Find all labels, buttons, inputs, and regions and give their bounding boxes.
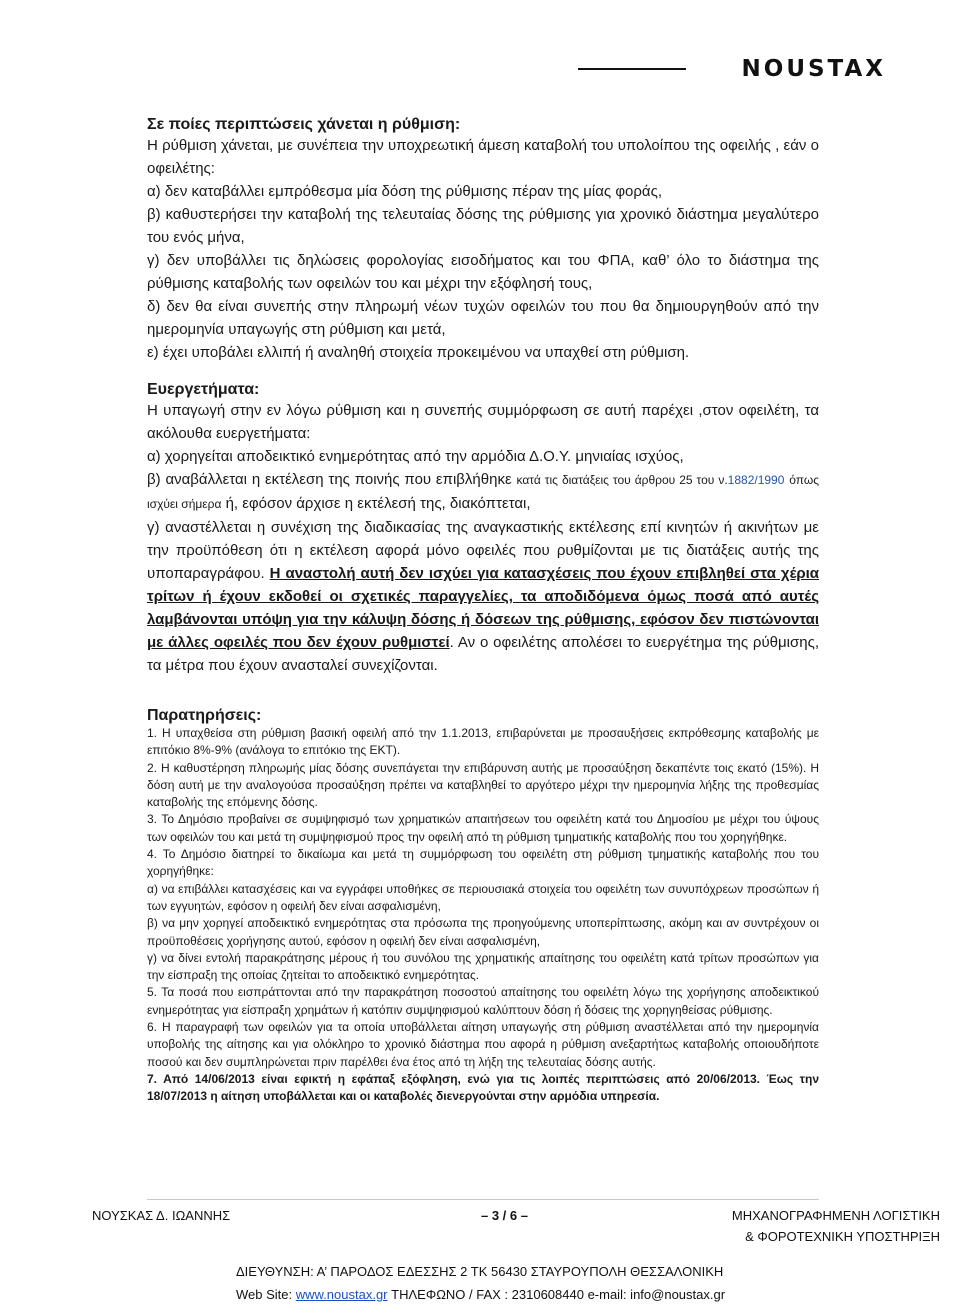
footer-address: ΔΙΕΥΘΥΝΣΗ: Α’ ΠΑΡΟΔΟΣ ΕΔΕΣΣΗΣ 2 ΤΚ 56430 ΣΤΑΥΡΟΥΠΟΛΗ ΘΕΣΣΑΛΟΝΙΚΗ — [236, 1264, 724, 1279]
section-title-loss: Σε ποίες περιπτώσεις χάνεται η ρύθμιση: — [147, 116, 461, 133]
emphasis-text: Η αναστολή αυτή δεν ισχύει για κατασχέσεις που έχουν επιβληθεί στα χέρια τρίτων ή έχουν εκδοθεί οι σχετικές παραγγελίες, τα αποδιδόμενα όμως ποσά από αυτές λαμβάνονται υπόψη για την κάλυψη δόσης ή δόσεων της ρύθμισης, εφόσον δεν πιστώνονται με άλλες οφειλές που δεν έχουν ρυθμιστεί — [147, 565, 820, 651]
text-segment: γ) αναστέλλεται η συνέχιση της διαδικασίας της αναγκαστικής εκτέλεσης επί κινητών ή ακινήτων με την προϋπόθεση ότι η εκτέλεση αφορά μόνο οφειλές που ρυθμίζονται με τις διατάξεις αυτής της υποπαραγράφου. — [147, 519, 819, 582]
list-item: β) καθυστερήσει την καταβολή της τελευταίας δόσης της ρύθμισης για χρονικό διάστημα μεγαλύτερο του ενός μήνα, — [147, 206, 819, 246]
text-segment: κατά τις διατάξεις του άρθρου 25 του ν. — [516, 473, 728, 487]
note-item-important: 7. Από 14/06/2013 είναι εφικτή η εφάπαξ εξόφληση, ενώ για τις λοιπές περιπτώσεις από 20/06/2013. Έως την 18/07/2013 η αίτηση υποβάλλεται και οι καταβολές διενεργούνται στην αρμόδια υπηρεσία. — [147, 1071, 819, 1104]
list-item: δ) δεν θα είναι συνεπής στην πληρωμή νέων τυχών οφειλών του που θα δημιουργηθούν από την ημερομηνία υπαγωγής στη ρύθμιση και μετά, — [147, 298, 819, 338]
note-item: 6. Η παραγραφή των οφειλών για τα οποία υποβάλλεται αίτηση υπαγωγής στη ρύθμιση αναστέλλεται από την ημερομηνία υποβολής της αίτησης και για ολόκληρο το χρονικό διάστημα που αφορά η ρύθμιση ανεξαρτήτως καταβολής οποιουδήποτε ποσού και δεν συμπληρώνεται πριν παρέλθει ένα έτος από τη λήξη της τελευταίας δόσης αυτής. — [147, 1020, 819, 1069]
text-segment: . Αν ο οφειλέτης απολέσει το ευεργέτημα της ρύθμισης, τα μέτρα που έχουν ανασταλεί συνεχίζονται. — [147, 634, 819, 674]
web-label: Web Site: — [236, 1287, 293, 1302]
note-item: 2. Η καθυστέρηση πληρωμής μίας δόσης συνεπάγεται την επιβάρυνση αυτής με προσαύξηση δεκαπέντε τοις εκατό (15%). Η δόση αυτή με την αναλογούσα προσαύξηση πρέπει να καταβληθεί το αργότερο μέχρι την ημερομηνία λήξης της προθεσμίας καταβολής της επόμενης δόσης. — [147, 760, 819, 810]
paragraph: Η υπαγωγή στην εν λόγω ρύθμιση και η συνεπής συμμόρφωση σε αυτή παρέχει ,στον οφειλέτη, τα ακόλουθα ευεργετήματα: — [147, 402, 819, 442]
note-item: α) να επιβάλλει κατασχέσεις και να εγγράφει υποθήκες σε περιουσιακά στοιχεία του οφειλέτη των συνυπόχρεων προσώπων ή των εγγυητών, εφόσον η οφειλή δεν είναι ασφαλισμένη, — [147, 881, 819, 913]
brand-rule — [578, 68, 686, 70]
note-item: 3. Το Δημόσιο προβαίνει σε συμψηφισμό των χρηματικών απαιτήσεων του οφειλέτη κατά του Δημοσίου με μέχρι του ύψους των οφειλών του και μετά τη συμψηφισμού προς την οφειλή από τη ρύθμιση τμηματικής καταβολής που του χορηγήθηκε. — [147, 812, 819, 844]
document-body — [147, 116, 819, 1106]
section-title-benefits: Ευεργετήματα: — [147, 381, 260, 398]
note-item: γ) να δίνει εντολή παρακράτησης μέρους ή του συνόλου της χρηματικής απαίτησης του οφειλέτη κατά τρίτων προσώπων για την είσπραξη της οποίας ζητείται το αποδεικτικό ενημερότητας. — [147, 950, 819, 983]
brand-logo: NOUSTAX — [741, 56, 886, 82]
list-item: ε) έχει υποβάλει ελλιπή ή αναληθή στοιχεία προκειμένου να υπαχθεί στη ρύθμιση. — [147, 344, 690, 361]
list-item: α) χορηγείται αποδεικτικό ενημερότητας από την αρμόδια Δ.Ο.Υ. μηνιαίας ισχύος, — [147, 448, 684, 465]
footer-service-line2: & ΦΟΡΟΤΕΧΝΙΚΗ ΥΠΟΣΤΗΡΙΞΗ — [745, 1229, 940, 1244]
footer-owner: ΝΟΥΣΚΑΣ Δ. ΙΩΑΝΝΗΣ — [92, 1208, 231, 1223]
text-segment: β) αναβάλλεται η εκτέλεση της ποινής που επιβλήθηκε — [147, 471, 512, 488]
law-reference: 1882/1990 — [727, 473, 785, 487]
list-item — [147, 468, 819, 516]
page-number: – 3 / 6 – — [481, 1208, 528, 1223]
list-item — [147, 516, 819, 677]
note-item: 1. Η υπαχθείσα στη ρύθμιση βασική οφειλή από την 1.1.2013, επιβαρύνεται με προσαυξήσεις εκπρόθεσμης καταβολής με επιτόκιο 8%-9% (ανάλογα το επιτόκιο της ΕΚΤ). — [147, 726, 819, 758]
footer-service-line1: ΜΗΧΑΝΟΓΡΑΦΗΜΕΝΗ ΛΟΓΙΣΤΙΚΗ — [731, 1208, 940, 1223]
note-item: 4. Το Δημόσιο διατηρεί το δικαίωμα και μετά τη συμμόρφωση του οφειλέτη στη ρύθμιση τμηματικής καταβολής που του χορηγήθηκε: — [147, 847, 819, 879]
note-item: 5. Τα ποσά που εισπράττονται από την παρακράτηση ποσοστού απαίτησης του οφειλέτη λόγω της χορήγησης αποδεικτικού ενημερότητας για είσπραξη χρημάτων ή κατόπιν συμψηφισμού καλύπτουν δόση ή δόσεις της χορηγηθείσας ρύθμισης. — [147, 985, 819, 1017]
section-title-notes: Παρατηρήσεις: — [147, 707, 262, 724]
paragraph: Η ρύθμιση χάνεται, με συνέπεια την υποχρεωτική άμεση καταβολή του υπολοίπου της οφειλής , εάν ο οφειλέτης: — [147, 137, 819, 177]
text-segment: όπως ισχύει σήμερα — [147, 473, 819, 511]
website-link[interactable]: www.noustax.gr — [295, 1287, 388, 1302]
contact-info: ΤΗΛΕΦΩΝΟ / FAX : 2310608440 e-mail: info@noustax.gr — [391, 1287, 726, 1302]
footer-divider — [147, 1199, 819, 1200]
note-item: β) να μην χορηγεί αποδεικτικό ενημερότητας στα πρόσωπα της προηγούμενης υποπερίπτωσης, ακόμη και αν συντρέχουν οι προϋποθέσεις χορήγησης αυτού, εφόσον η οφειλή δεν είναι ασφαλισμένη, — [147, 916, 819, 948]
text-segment: ή, εφόσον άρχισε η εκτέλεσή της, διακόπτεται, — [225, 495, 531, 512]
list-item: γ) δεν υποβάλλει τις δηλώσεις φορολογίας εισοδήματος και του ΦΠΑ, καθ’ όλο το διάστημα της ρύθμισης καταβολής των οφειλών του και μέχρι την εξόφλησή τους, — [147, 252, 819, 292]
footer-contact-line — [236, 1287, 725, 1302]
list-item: α) δεν καταβάλλει εμπρόθεσμα μία δόση της ρύθμισης πέραν της μίας φοράς, — [147, 183, 662, 200]
